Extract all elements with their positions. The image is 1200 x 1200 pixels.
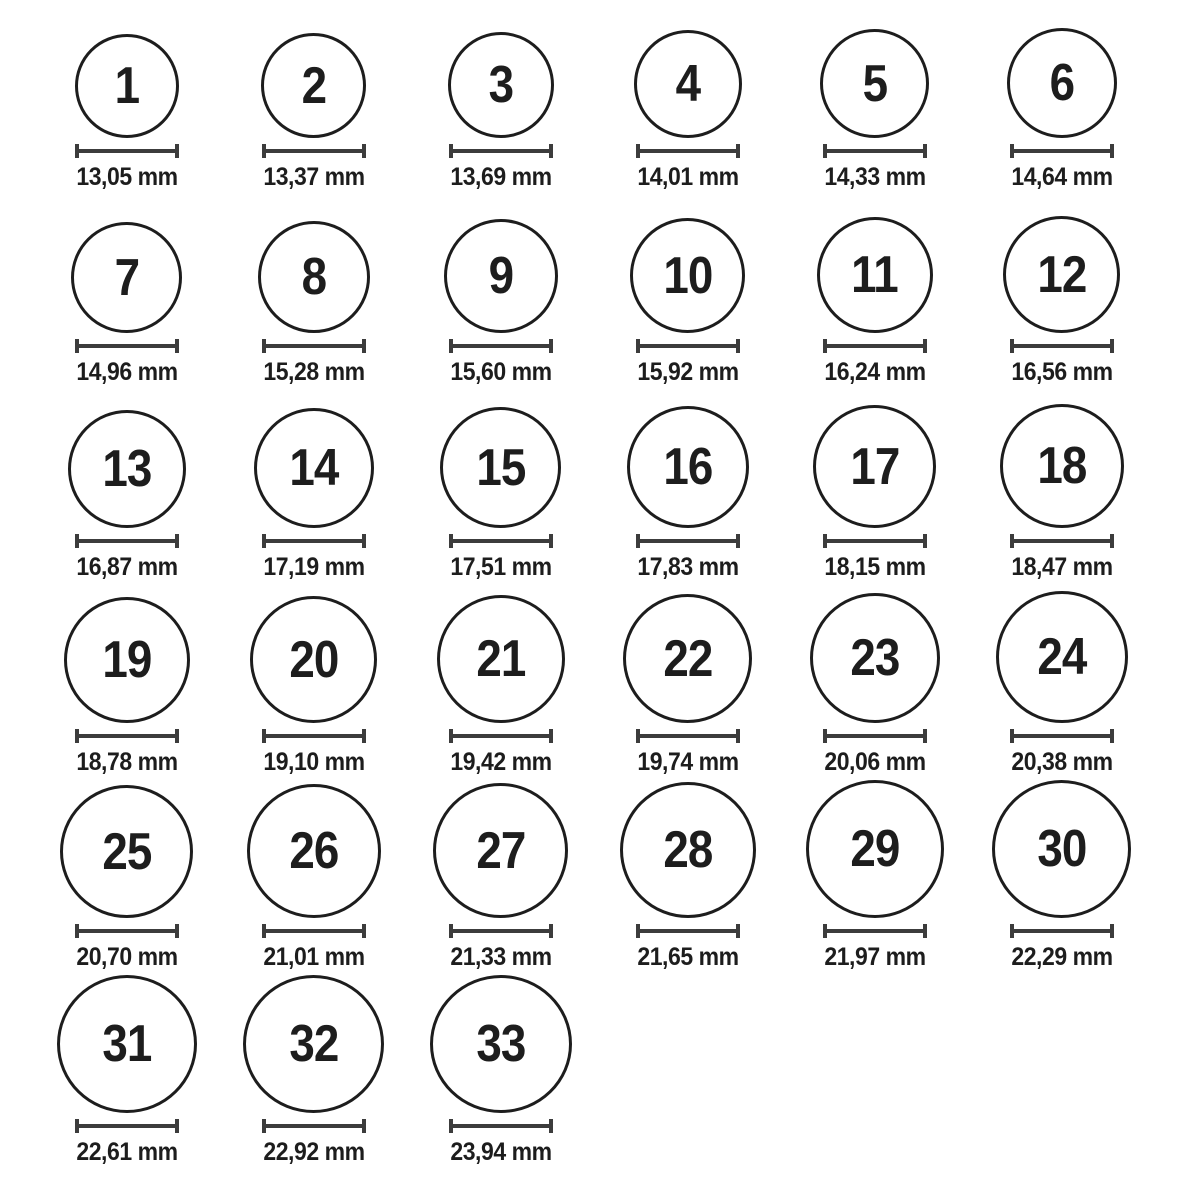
dimension-tick-right [736,729,740,743]
dimension-tick-right [175,339,179,353]
ring-circle [1007,28,1117,138]
ring-diameter-label: 13,05 mm [75,163,178,191]
diameter-dimension-line [636,534,740,548]
ring-diameter-label: 14,96 mm [75,358,178,386]
dimension-tick-right [923,534,927,548]
ring-circle [243,975,384,1113]
diameter-dimension-line [262,534,366,548]
ring-size-number: 33 [475,1015,526,1073]
dimension-tick-right [923,924,927,938]
ring-size-number: 4 [675,55,700,113]
ring-size-item [220,585,407,780]
ring-size-number: 25 [101,822,152,881]
ring-circle [250,596,377,723]
ring-circle [806,780,944,918]
ring-circle [440,407,561,528]
dimension-tick-right [549,144,553,158]
ring-size-number: 2 [301,56,326,115]
diameter-dimension-line [262,144,366,158]
dimension-tick-right [549,1119,553,1133]
ring-size-number: 20 [288,630,339,689]
ring-size-item [220,390,407,585]
ring-size-number: 32 [288,1015,339,1073]
dimension-bar [827,344,923,348]
ring-size-item [968,585,1155,780]
ring-diameter-label: 19,74 mm [636,748,739,776]
dimension-bar [640,929,736,933]
dimension-tick-right [736,339,740,353]
diameter-dimension-line [1010,534,1114,548]
diameter-dimension-line [823,144,927,158]
dimension-bar [453,929,549,933]
dimension-tick-right [1110,924,1114,938]
dimension-bar [640,734,736,738]
diameter-dimension-line [75,1119,179,1133]
ring-size-item [594,195,781,390]
dimension-tick-right [923,729,927,743]
ring-circle [820,29,929,138]
ring-size-item [781,390,968,585]
dimension-tick-right [1110,729,1114,743]
ring-size-item [407,390,594,585]
ring-diameter-label: 14,33 mm [823,163,926,191]
dimension-bar [453,344,549,348]
ring-size-item [968,390,1155,585]
diameter-dimension-line [823,339,927,353]
dimension-bar [266,1124,362,1128]
ring-size-item [220,780,407,975]
dimension-tick-right [175,144,179,158]
dimension-tick-right [175,1119,179,1133]
dimension-bar [79,344,175,348]
ring-size-item [594,390,781,585]
dimension-tick-right [175,924,179,938]
ring-size-item [33,975,220,1170]
ring-diameter-label: 20,06 mm [823,748,926,776]
dimension-tick-right [549,729,553,743]
dimension-tick-right [1110,534,1114,548]
ring-size-number: 28 [662,821,713,879]
ring-circle [60,785,193,918]
ring-diameter-label: 18,47 mm [1010,553,1113,581]
ring-circle [627,406,749,528]
ring-circle [75,34,179,138]
ring-diameter-label: 15,60 mm [449,358,552,386]
ring-circle [437,595,565,723]
ring-diameter-label: 18,78 mm [75,748,178,776]
diameter-dimension-line [823,729,927,743]
dimension-tick-right [362,534,366,548]
ring-circle [433,783,568,918]
diameter-dimension-line [1010,144,1114,158]
dimension-tick-right [175,534,179,548]
ring-size-item [33,195,220,390]
ring-size-item [781,195,968,390]
dimension-tick-right [362,144,366,158]
dimension-bar [453,539,549,543]
ring-size-number: 29 [849,820,900,878]
ring-diameter-label: 21,01 mm [262,943,365,971]
diameter-dimension-line [75,534,179,548]
dimension-tick-right [736,144,740,158]
ring-diameter-label: 18,15 mm [823,553,926,581]
dimension-bar [79,1124,175,1128]
ring-diameter-label: 19,10 mm [262,748,365,776]
ring-diameter-label: 22,61 mm [75,1138,178,1166]
ring-circle [258,221,370,333]
diameter-dimension-line [449,534,553,548]
dimension-bar [640,149,736,153]
ring-size-number: 16 [662,438,713,496]
ring-circle [444,219,558,333]
ring-circle [620,782,756,918]
ring-size-number: 3 [488,56,513,114]
ring-circle [430,975,572,1113]
ring-diameter-label: 21,97 mm [823,943,926,971]
ring-circle [810,593,940,723]
dimension-bar [1014,149,1110,153]
diameter-dimension-line [449,339,553,353]
ring-size-item [594,0,781,195]
diameter-dimension-line [636,924,740,938]
ring-size-number: 10 [662,246,713,305]
diameter-dimension-line [1010,924,1114,938]
dimension-bar [827,149,923,153]
dimension-tick-right [736,534,740,548]
diameter-dimension-line [75,144,179,158]
ring-size-number: 7 [114,248,139,307]
diameter-dimension-line [262,924,366,938]
dimension-tick-right [923,144,927,158]
ring-size-item [220,975,407,1170]
ring-size-number: 24 [1036,628,1087,686]
dimension-tick-right [549,534,553,548]
ring-circle [247,784,381,918]
ring-size-item [781,0,968,195]
dimension-bar [79,149,175,153]
dimension-bar [266,734,362,738]
diameter-dimension-line [636,729,740,743]
ring-diameter-label: 23,94 mm [449,1138,552,1166]
diameter-dimension-line [823,534,927,548]
diameter-dimension-line [1010,339,1114,353]
dimension-tick-right [549,924,553,938]
ring-size-item [33,0,220,195]
diameter-dimension-line [262,339,366,353]
ring-size-item [594,585,781,780]
ring-diameter-label: 16,24 mm [823,358,926,386]
dimension-tick-right [175,729,179,743]
ring-size-item [33,585,220,780]
diameter-dimension-line [636,339,740,353]
ring-size-item [407,780,594,975]
ring-size-number: 31 [101,1015,152,1073]
ring-size-number: 22 [662,629,713,688]
ring-size-number: 13 [101,440,152,498]
dimension-bar [79,734,175,738]
ring-size-number: 12 [1036,245,1087,304]
dimension-bar [453,734,549,738]
ring-circle [261,33,366,138]
ring-circle [448,32,554,138]
dimension-tick-right [923,339,927,353]
ring-size-item [968,195,1155,390]
ring-size-number: 6 [1049,54,1074,112]
ring-circle [254,408,374,528]
diameter-dimension-line [1010,729,1114,743]
diameter-dimension-line [449,1119,553,1133]
ring-circle [68,410,186,528]
dimension-bar [266,344,362,348]
ring-diameter-label: 21,65 mm [636,943,739,971]
ring-circle [634,30,742,138]
ring-diameter-label: 13,69 mm [449,163,552,191]
diameter-dimension-line [636,144,740,158]
ring-diameter-label: 20,38 mm [1010,748,1113,776]
dimension-tick-right [736,924,740,938]
ring-size-number: 8 [301,248,326,306]
ring-size-number: 14 [288,439,339,497]
ring-diameter-label: 13,37 mm [262,163,365,191]
diameter-dimension-line [75,729,179,743]
dimension-tick-right [1110,144,1114,158]
dimension-bar [827,929,923,933]
ring-size-item [407,195,594,390]
diameter-dimension-line [449,729,553,743]
ring-diameter-label: 17,83 mm [636,553,739,581]
dimension-bar [1014,344,1110,348]
ring-circle [1003,216,1120,333]
ring-size-number: 27 [475,821,526,880]
ring-circle [1000,404,1124,528]
diameter-dimension-line [449,924,553,938]
ring-size-number: 5 [862,54,887,113]
ring-size-number: 9 [488,247,513,305]
ring-size-item [781,780,968,975]
dimension-tick-right [549,339,553,353]
diameter-dimension-line [449,144,553,158]
ring-size-number: 17 [849,437,900,496]
ring-size-item [407,975,594,1170]
ring-diameter-label: 22,92 mm [262,1138,365,1166]
ring-diameter-label: 15,28 mm [262,358,365,386]
dimension-bar [827,539,923,543]
ring-diameter-label: 14,01 mm [636,163,739,191]
dimension-bar [453,149,549,153]
ring-size-item [220,195,407,390]
dimension-bar [266,929,362,933]
ring-diameter-label: 16,87 mm [75,553,178,581]
ring-size-number: 11 [851,246,898,304]
dimension-bar [1014,539,1110,543]
dimension-bar [266,539,362,543]
diameter-dimension-line [262,1119,366,1133]
ring-size-item [968,780,1155,975]
dimension-bar [453,1124,549,1128]
dimension-bar [79,929,175,933]
ring-circle [996,591,1128,723]
ring-size-item [407,0,594,195]
dimension-bar [1014,734,1110,738]
dimension-bar [640,344,736,348]
ring-diameter-label: 14,64 mm [1010,163,1113,191]
ring-size-number: 15 [475,438,526,497]
ring-circle [817,217,933,333]
dimension-bar [266,149,362,153]
ring-circle [71,222,182,333]
dimension-bar [827,734,923,738]
ring-size-number: 26 [288,822,339,880]
dimension-bar [640,539,736,543]
ring-diameter-label: 20,70 mm [75,943,178,971]
ring-circle [630,218,745,333]
diameter-dimension-line [75,924,179,938]
ring-size-number: 18 [1036,437,1087,495]
ring-size-number: 19 [101,631,152,689]
ring-size-item [968,0,1155,195]
ring-circle [813,405,936,528]
diameter-dimension-line [823,924,927,938]
ring-size-item [220,0,407,195]
ring-diameter-label: 16,56 mm [1010,358,1113,386]
ring-circle [623,594,752,723]
ring-size-number: 1 [114,57,139,115]
ring-size-item [407,585,594,780]
ring-size-number: 30 [1036,820,1087,878]
ring-diameter-label: 17,19 mm [262,553,365,581]
ring-diameter-label: 22,29 mm [1010,943,1113,971]
ring-circle [992,780,1131,918]
diameter-dimension-line [262,729,366,743]
ring-circle [64,597,190,723]
dimension-tick-right [362,1119,366,1133]
ring-diameter-label: 15,92 mm [636,358,739,386]
dimension-tick-right [362,729,366,743]
diameter-dimension-line [75,339,179,353]
ring-size-item [594,780,781,975]
ring-circle [57,975,197,1113]
dimension-bar [79,539,175,543]
ring-diameter-label: 21,33 mm [449,943,552,971]
ring-diameter-label: 19,42 mm [449,748,552,776]
ring-size-item [33,390,220,585]
ring-size-number: 23 [849,629,900,687]
dimension-tick-right [362,924,366,938]
dimension-tick-right [362,339,366,353]
ring-size-number: 21 [475,630,526,688]
ring-diameter-label: 17,51 mm [449,553,552,581]
dimension-tick-right [1110,339,1114,353]
dimension-bar [1014,929,1110,933]
ring-size-item [781,585,968,780]
ring-size-item [33,780,220,975]
